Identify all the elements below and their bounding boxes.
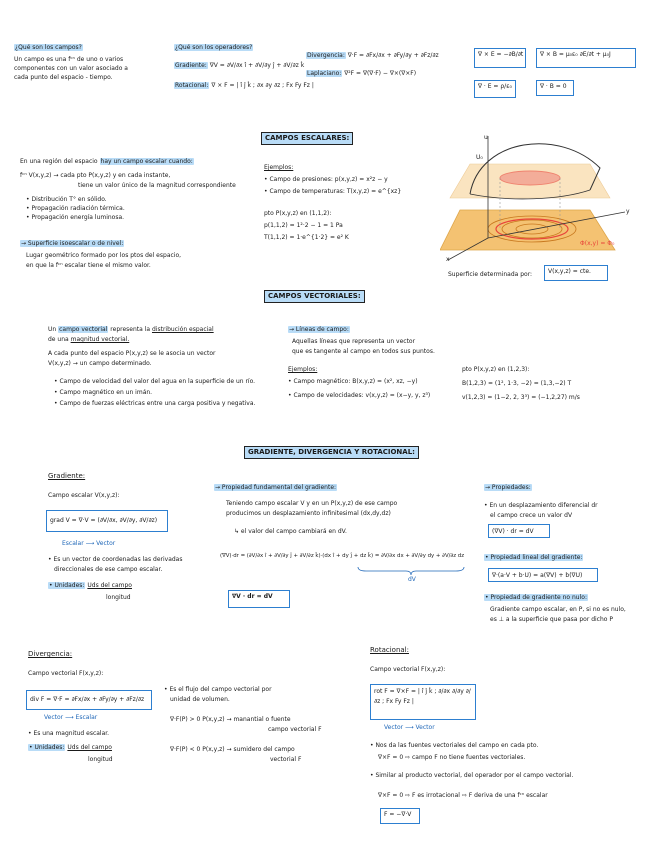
div-units: • Unidades: Uds del campo <box>29 744 112 751</box>
vector-calc-intro: pto P(x,y,z) en (1,2,3): <box>462 366 530 373</box>
scalar-calc-1: p(1,1,2) = 1²·2 − 1 = 1 Pa <box>264 222 343 229</box>
prop-formula: (∇V)·dr = (∂V/∂x î + ∂V/∂y ĵ + ∂V/∂z k̂)·(dx î + dy ĵ + dz k̂) = ∂V/∂x dx + ∂V/∂y dy + ∂V/∂z dz <box>220 553 465 559</box>
vector-examples-title: Ejemplos: <box>288 366 318 373</box>
div-neg-b: vectorial F <box>270 756 302 763</box>
divergence-operator: Divergencia: ∇·F = ∂Fx/∂x + ∂Fy/∂y + ∂Fz/∂z <box>307 52 439 59</box>
scalar-example-1: • Campo de presiones: p(x,y,z) = x²z − y <box>264 176 388 183</box>
vector-lines-text-2: que es tangente al campo en todos sus puntos. <box>292 348 435 355</box>
gdr-heading: GRADIENTE, DIVERGENCIA Y ROTACIONAL: <box>244 446 419 459</box>
props-1a: • En un desplazamiento diferencial dr <box>484 502 598 509</box>
props-3: • Propiedad de gradiente no nulo: <box>485 594 587 601</box>
q1-title: ¿Qué son los campos? <box>15 44 82 51</box>
scalar-calc-2: T(1,1,2) = 1·e^{1·2} = e² K <box>264 234 349 241</box>
rot-bullet-1: • Nos da las fuentes vectoriales del campo en cada pto. <box>370 742 539 749</box>
div-box: div F = ∇·F = ∂Fx/∂x + ∂Fy/∂y + ∂Fz/∂z <box>26 690 152 710</box>
div-bullet-1: • Es una magnitud escalar. <box>28 730 110 737</box>
prop-text-2: producimos un desplazamiento infinitesimal (dx,dy,dz) <box>226 510 391 517</box>
prop-text-3: ↳ el valor del campo cambiará en dV. <box>234 528 347 535</box>
figure-curve-label: Φ(x,y) = Φ₀ <box>580 240 615 247</box>
figure-axis-y: y <box>626 208 630 215</box>
div-pos-b: campo vectorial F <box>268 726 322 733</box>
props-box-1: (∇V) · dr = dV <box>488 524 550 538</box>
vector-p1-line2: de una magnitud vectorial. <box>48 336 130 343</box>
props-1b: el campo crece un valor dV <box>490 512 573 519</box>
figure-axis-u: u <box>484 134 488 141</box>
prop-text-1: Teniendo campo escalar V y en un P(x,y,z) de ese campo <box>226 500 398 507</box>
rot-title: Rotacional: <box>370 646 409 654</box>
rot-arrow: Vector ⟶ Vector <box>384 724 435 731</box>
maxwell-box-1: ∇ × E = −∂B/∂t <box>474 48 526 68</box>
rot-box-2: F = −∇·V <box>380 808 420 824</box>
vector-p1-line1: Un campo vectorial representa la distribución espacial <box>48 326 214 333</box>
prop-box: ∇V · dr = dV <box>228 590 290 608</box>
vector-bullet-1: • Campo de velocidad del valor del agua en la superficie de un río. <box>54 378 256 385</box>
q1-text-2: componentes con un valor asociado a <box>14 65 128 72</box>
rot-bullet-2-formula: ∇×F = 0 ⇨ F es irrotacional ⇨ F deriva de una fᶜⁿ escalar <box>378 792 548 799</box>
vector-p1-line4: V(x,y,z) → un campo determinado. <box>48 360 152 367</box>
maxwell-box-4: ∇ · B = 0 <box>536 80 574 96</box>
q2-title: ¿Qué son los operadores? <box>175 44 253 51</box>
vector-calc-1: B(1,2,3) = (1², 1·3, −2) = (1,3,−2) T <box>462 380 572 387</box>
scalar-bullet-1: • Distribución T° en sólido. <box>26 196 107 203</box>
scalar-level-text-1: Lugar geométrico formado por los ptos del espacio, <box>26 252 182 259</box>
div-sub: Campo vectorial F(x,y,z): <box>28 670 104 677</box>
q1-text-3: cada punto del espacio - tiempo. <box>14 74 113 81</box>
scalar-level-title: → Superficie isoescalar o de nivel: <box>21 240 124 247</box>
rot-bullet-1-formula: ∇×F = 0 ⇨ campo F no tiene fuentes vectoriales. <box>378 754 526 761</box>
rot-box: rot F = ∇×F = | î ĵ k̂ ; ∂/∂x ∂/∂y ∂/∂z ; Fx Fy Fz | <box>370 684 476 720</box>
scalar-level-text-2: en que la fᶜⁿ escalar tiene el mismo valor. <box>26 262 151 269</box>
prop-dv: dV <box>408 576 416 583</box>
props-title: → Propiedades: <box>485 484 531 491</box>
props-3a: Gradiente campo escalar, en P, si no es nulo, <box>490 606 626 613</box>
div-neg-a: ∇·F(P) < 0 P(x,y,z) → sumidero del campo <box>170 746 295 753</box>
div-arrow: Vector ⟶ Escalar <box>44 714 98 721</box>
gradient-arrow: Escalar ⟶ Vector <box>62 540 116 547</box>
figure-axis-x: x <box>446 256 450 263</box>
div-title: Divergencia: <box>28 650 73 658</box>
rotational-operator: Rotacional: ∇ × F = | î ĵ k̂ ; ∂x ∂y ∂z ; Fx Fy Fz | <box>175 82 314 89</box>
scalar-examples-title: Ejemplos: <box>264 164 294 171</box>
props-box-2: ∇·(a·V + b·U) = a(∇V) + b(∇U) <box>488 568 598 582</box>
gradient-bullet-1a: • Es un vector de coordenadas las derivadas <box>48 556 183 563</box>
prop-title: → Propiedad fundamental del gradiente: <box>215 484 337 491</box>
laplacian-operator: Laplaciano: ∇²F = ∇(∇·F) − ∇×(∇×F) <box>307 70 417 77</box>
scalar-p1-line2: fᶜⁿ V(x,y,z) → cada pto P(x,y,z) y en cada instante, <box>20 172 171 179</box>
vector-calc-2: v(1,2,3) = (1−2, 2, 3³) = (−1,2,27) m/s <box>462 394 580 401</box>
vector-heading: CAMPOS VECTORIALES: <box>264 290 365 303</box>
gradient-bullet-1b: direccionales de ese campo escalar. <box>54 566 163 573</box>
figure-caption: Superficie determinada por: <box>448 271 533 278</box>
scalar-heading: CAMPOS ESCALARES: <box>261 132 353 145</box>
props-2: • Propiedad lineal del gradiente: <box>485 554 583 561</box>
scalar-bullet-2: • Propagación radiación térmica. <box>26 205 125 212</box>
div-units-denominator: longitud <box>88 756 113 763</box>
scalar-bullet-3: • Propagación energía luminosa. <box>26 214 125 221</box>
scalar-example-2: • Campo de temperaturas: T(x,y,z) = e^{xz} <box>264 188 402 195</box>
scalar-p1-line1: En una región del espacio hay un campo escalar cuando: <box>20 158 193 165</box>
scalar-calc-intro: pto P(x,y,z) en (1,1,2): <box>264 210 332 217</box>
prop-underbrace <box>356 566 466 576</box>
gradient-operator: Gradiente: ∇V = ∂V/∂x î + ∂V/∂y ĵ + ∂V/∂z k̂ <box>175 62 305 69</box>
maxwell-box-2: ∇ × B = μ₀ε₀ ∂E/∂t + μ₀J <box>536 48 636 68</box>
props-3b: es ⊥ a la superficie que pasa por dicho P <box>490 616 613 623</box>
figure-level-label: U₀ <box>476 154 483 161</box>
div-flux-1: • Es el flujo del campo vectorial por <box>164 686 272 693</box>
div-pos-a: ∇·F(P) > 0 P(x,y,z) → manantial o fuente <box>170 716 291 723</box>
figure-caption-box: V(x,y,z) = cte. <box>544 265 608 281</box>
vector-p1-line3: A cada punto del espacio P(x,y,z) se le asocia un vector <box>48 350 216 357</box>
vector-bullet-3: • Campo de fuerzas eléctricas entre una carga positiva y negativa. <box>54 400 256 407</box>
q1-text-1: Un campo es una fᶜⁿ de uno o varios <box>14 56 124 63</box>
gradient-sub: Campo escalar V(x,y,z): <box>48 492 120 499</box>
vector-lines-text-1: Aquellas líneas que representa un vector <box>292 338 416 345</box>
rot-sub: Campo vectorial F(x,y,z): <box>370 666 446 673</box>
gradient-title: Gradiente: <box>48 472 86 480</box>
gradient-box: grad V = ∇·V = (∂V/∂x, ∂V/∂y, ∂V/∂z) <box>46 510 168 532</box>
div-flux-2: unidad de volumen. <box>170 696 230 703</box>
maxwell-box-3: ∇ · E = ρ/ε₀ <box>474 80 516 98</box>
scalar-p1-line3: tiene un valor único de la magnitud correspondiente <box>78 182 236 189</box>
gradient-units: • Unidades: Uds del campo <box>49 582 132 589</box>
rot-bullet-2: • Similar al producto vectorial, del operador por el campo vectorial. <box>370 772 574 779</box>
vector-example-2: • Campo de velocidades: v(x,y,z) = (x−y, y, z³) <box>288 392 431 399</box>
vector-example-1: • Campo magnético: B(x,y,z) = (x², xz, −y) <box>288 378 418 385</box>
gradient-units-denominator: longitud <box>106 594 131 601</box>
vector-bullet-2: • Campo magnético en un imán. <box>54 389 153 396</box>
vector-lines-title: → Líneas de campo: <box>289 326 349 333</box>
